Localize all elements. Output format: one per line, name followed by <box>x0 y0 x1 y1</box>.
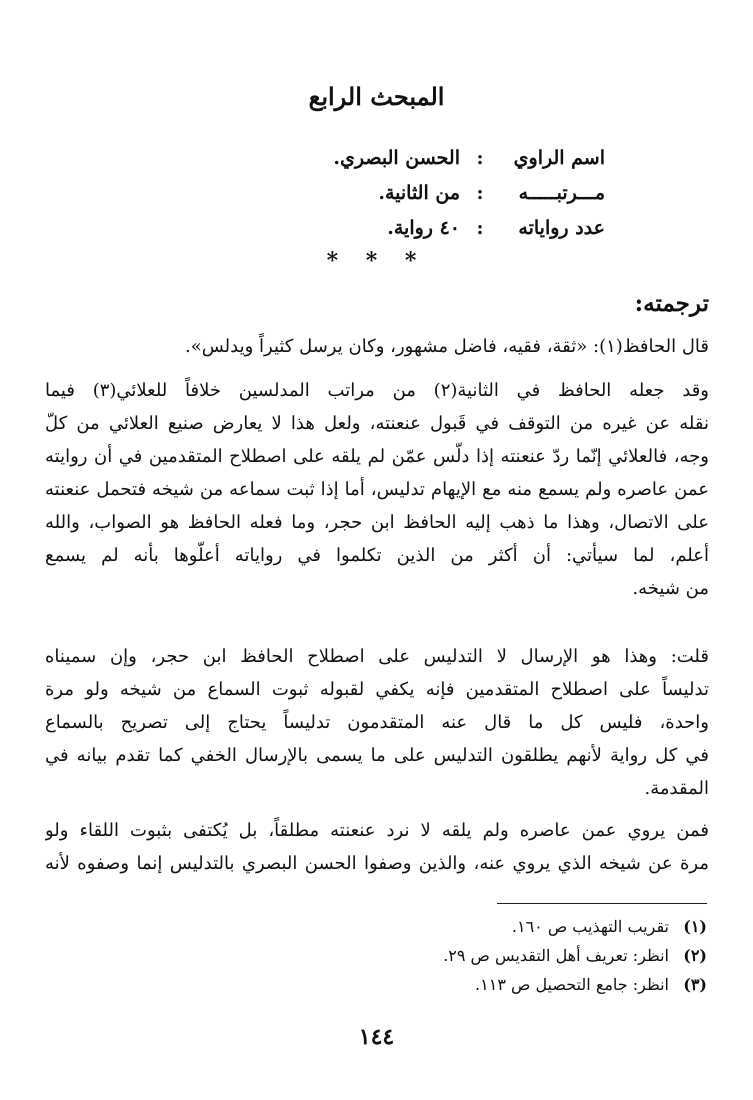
paragraph-comment <box>45 640 709 805</box>
footnote <box>307 941 707 970</box>
narrator-info <box>285 140 605 245</box>
biography-title: ترجمته: <box>634 290 709 317</box>
text-line: مرة عن شيخه الذي يروي عنه، والذين وصفوا الحسن البصري بالتدليس إنما وصفوه لأنه <box>45 853 709 874</box>
meta-label: مـــرتبـــــه <box>518 181 605 204</box>
text-line: في كل رواية لأنهم يطلقون التدليس على ما يسمى بالإرسال الخفي كما تقدم بيانه في <box>45 745 709 766</box>
footnote <box>307 970 707 999</box>
footnote-text: انظر: جامع التحصيل ص ١١٣. <box>475 975 669 994</box>
page-number: ١٤٤ <box>358 1024 395 1050</box>
footnote <box>307 912 707 941</box>
text-line: نقله عن غيره من التوقف في قَبول عنعنته، ولعل هذا لا يعارض صنيع العلائي من كلّ <box>45 413 709 434</box>
footnote-divider <box>497 903 707 904</box>
text-line: وجه، فالعلائي إنّما ردّ عنعنته إذا دلّس عمّن لم يلقه على اصطلاح المتقدمين في أن روايته <box>45 446 709 467</box>
section-heading: المبحث الرابع <box>308 82 445 111</box>
meta-label: عدد رواياته <box>518 216 605 239</box>
paragraph-quote <box>45 330 709 363</box>
meta-separator: : <box>476 216 484 239</box>
meta-label: اسم الراوي <box>513 146 605 169</box>
meta-value: ٤٠ رواية. <box>387 216 460 239</box>
footnote-text: انظر: تعريف أهل التقديس ص ٢٩. <box>443 946 669 965</box>
text-line: واحدة، فليس كل ما قال عنه المتقدمون تدليساً يحتاج إلى تصريح بالسماع <box>45 712 709 733</box>
text-line: فمن يروي عمن عاصره ولم يلقه لا نرد عنعنته مطلقاً، بل يُكتفى بثبوت اللقاء ولو <box>45 820 709 841</box>
section-divider-stars: * * * <box>326 248 427 274</box>
footnote-number: (١) <box>683 917 707 936</box>
text-line: من شيخه. <box>632 578 709 599</box>
text-line: تدليساً على اصطلاح المتقدمين فإنه يكفي لقبوله ثبوت السماع من شيخه ولو مرة <box>45 679 709 700</box>
footnote-text: تقريب التهذيب ص ١٦٠. <box>511 917 669 936</box>
meta-separator: : <box>476 146 484 169</box>
paragraph-ranking <box>45 374 709 605</box>
text-line: عمن عاصره ولم يسمع منه مع الإيهام تدليس، أما إذا ثبت سماعه من شيخه فتحمل عنعنته <box>45 479 709 500</box>
meta-value: الحسن البصري. <box>333 146 460 169</box>
footnote-number: (٣) <box>683 975 707 994</box>
text-line: المقدمة. <box>644 778 709 799</box>
meta-value: من الثانية. <box>378 181 460 204</box>
paragraph-conclusion <box>45 814 709 880</box>
text-line: على الاتصال، وهذا ما ذهب إليه الحافظ ابن حجر، وما فعله الحافظ هو الصواب، والله <box>45 512 709 533</box>
text-line: أعلم، لما سيأتي: أن أكثر من الذين تكلموا في رواياته أعلّوها بأنه لم يسمع <box>45 545 709 566</box>
meta-row-name <box>285 140 605 175</box>
text-line: قلت: وهذا هو الإرسال لا التدليس على اصطلاح الحافظ ابن حجر، وإن سميناه <box>45 646 709 667</box>
meta-separator: : <box>476 181 484 204</box>
footnote-number: (٢) <box>683 946 707 965</box>
footnotes <box>307 912 707 999</box>
meta-row-count <box>285 210 605 245</box>
text-line: قال الحافظ(١): «ثقة، فقيه، فاضل مشهور، وكان يرسل كثيراً ويدلس». <box>184 336 709 357</box>
text-line: وقد جعله الحافظ في الثانية(٢) من مراتب المدلسين خلافاً للعلائي(٣) فيما <box>45 380 709 401</box>
meta-row-rank <box>285 175 605 210</box>
